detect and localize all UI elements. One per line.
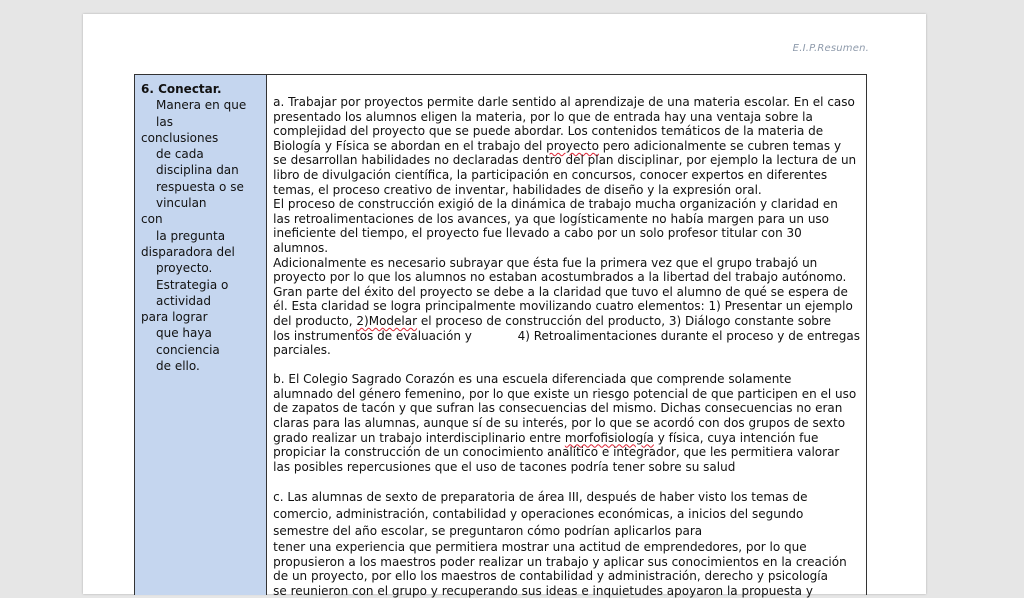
spellcheck-word: morfofisiología <box>564 430 654 445</box>
text-span: y física, cuya intención fue <box>653 430 819 445</box>
text-line: Adicionalmente es necesario subrayar que ésta fue la primera vez que el grupo trabajó un <box>273 255 818 270</box>
left-line: Manera en que las <box>156 98 247 129</box>
text-line: parciales. <box>273 343 331 358</box>
spellcheck-word: 2)Modelar <box>356 313 418 328</box>
document-page <box>83 14 926 598</box>
text-line: claras para las alumnas, aunque sí de su interés, por lo que se acordó con dos grupos de sexto <box>273 416 846 431</box>
text-line: complejidad del proyecto que se puede abordar. Los contenidos temáticos de la materia de <box>273 124 824 139</box>
left-line: Estrategia o actividad <box>156 277 229 308</box>
text-line <box>273 314 860 329</box>
text-line: temas, el proceso creativo de inventar, habilidades de diseño y la expresión oral. <box>273 182 762 197</box>
text-line: propusieron a los maestros poder realizar un trabajo y aplicar sus conocimientos en la creación <box>273 554 847 569</box>
text-line: b. El Colegio Sagrado Corazón es una escuela diferenciada que comprende solamente <box>273 372 792 387</box>
left-line: de cada disciplina dan <box>156 147 239 178</box>
page-header: E.I.P.Resumen. <box>792 43 869 54</box>
left-line: la pregunta <box>156 228 226 243</box>
text-line: libro de divulgación científica, la participación en concursos, conocer expertos en diferentes <box>273 167 828 182</box>
text-line: propiciar la construcción de un conocimiento analítico e integrador, que les permitiera valorar <box>273 445 840 460</box>
text-line: él. Esta claridad se logra principalmente movilizando cuatro elementos: 1) Presentar un ejemplo <box>273 299 853 314</box>
text-line: de zapatos de tacón y que sufran las consecuencias del mismo. Dichas consecuencias no eran <box>273 401 843 416</box>
left-line: disparadora del <box>141 244 235 259</box>
content-table <box>134 74 867 598</box>
text-line: se reunieron con el grupo y recuperando sus ideas e inquietudes apoyaron la propuesta y <box>273 583 813 598</box>
text-line: los instrumentos de evaluación y 4) Retroalimentaciones durante el proceso y de entregas <box>273 328 860 343</box>
section-title: 6. Conectar. <box>141 82 222 96</box>
left-line: que haya conciencia <box>156 326 220 357</box>
paragraph-gap <box>273 474 860 489</box>
text-line <box>273 431 860 446</box>
text-line <box>273 139 860 154</box>
text-line: tener una experiencia que permitiera mostrar una actitud de emprendedores, por lo que <box>273 540 807 555</box>
paragraph-b <box>273 372 860 474</box>
left-line: proyecto. <box>156 261 213 276</box>
text-line: Gran parte del éxito del proyecto se debe a la claridad que tuvo el alumno de qué se espera de <box>273 284 848 299</box>
paragraph-a <box>273 95 860 358</box>
spellcheck-word: proyecto <box>546 138 599 153</box>
text-line: ineficiente del tiempo, el proyecto fue llevado a cabo por un solo profesor titular con 30 alumnos. <box>273 226 802 255</box>
paragraph-gap <box>273 358 860 373</box>
text-line: c. Las alumnas de sexto de preparatoria de área III, después de haber visto los temas de <box>273 490 808 505</box>
text-line: presentado los alumnos eligen la materia, por lo que de entrada hay una ventaja sobre la <box>273 109 813 124</box>
left-line: con <box>141 212 163 227</box>
text-line: proyecto por lo que los alumnos no estaban acostumbrados a la libertad del trabajo autónomo. <box>273 270 847 285</box>
left-column <box>135 75 267 595</box>
text-line: las posibles repercusiones que el uso de tacones podría tener sobre su salud <box>273 459 736 474</box>
text-span: grado realizar un trabajo interdisciplinario entre <box>273 430 565 445</box>
text-line: de un proyecto, por ello los maestros de contabilidad y administración, derecho y psicología <box>273 569 828 584</box>
right-column <box>267 75 866 598</box>
text-line: El proceso de construcción exigió de la dinámica de trabajo mucha organización y claridad en <box>273 197 838 212</box>
left-line: conclusiones <box>141 130 219 145</box>
text-span: del producto, <box>273 313 357 328</box>
text-line: a. Trabajar por proyectos permite darle sentido al aprendizaje de una materia escolar. En el caso <box>273 95 855 109</box>
text-span: pero adicionalmente se cubren temas y <box>598 138 842 153</box>
left-line: para lograr <box>141 310 208 325</box>
paragraph-c <box>273 489 860 598</box>
text-line: las retroalimentaciones de los avances, ya que logísticamente no había margen para un uso <box>273 211 830 226</box>
text-span: el proceso de construcción del producto, 3) Diálogo constante sobre <box>417 313 831 328</box>
left-line: de ello. <box>156 359 200 374</box>
text-line: comercio, administración, contabilidad y operaciones económicas, a inicios del segundo <box>273 507 804 522</box>
text-line: alumnado del género femenino, por lo que existe un riesgo potencial de que participen en el uso <box>273 386 857 401</box>
text-span: Biología y Física se abordan en el trabajo del <box>273 138 547 153</box>
left-line: respuesta o se vinculan <box>156 179 244 211</box>
text-line: semestre del año escolar, se preguntaron cómo podrían aplicarlos para <box>273 524 703 539</box>
text-line: se desarrollan habilidades no declaradas dentro del plan disciplinar, por ejemplo la lectura de un <box>273 153 857 168</box>
